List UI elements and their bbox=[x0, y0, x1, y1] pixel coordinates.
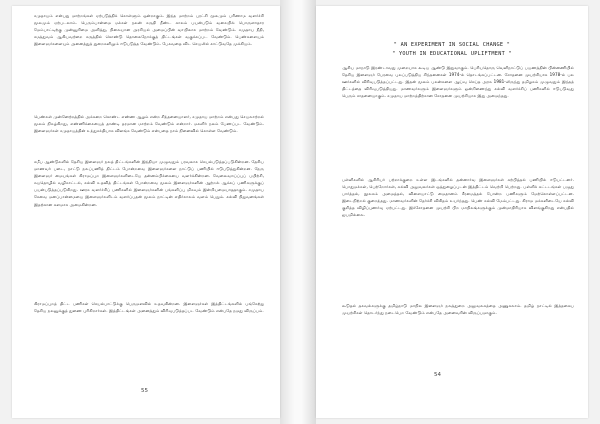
right-paragraph-2: பள்ளிகளில் ஆசிரியர் பற்றாக்குறை உள்ள இடங்களில் தன்னார்வ இளைஞர்கள் கற்பித்தல் பணியில் ஈடுபட்டனர். பொதுமக்கள், பெற்றோர்கள், கல்வி அலுவலர்கள் ஒத்துழைப்புடன் இத்திட்டம் வெற்றி பெற்றது. பள்ளிக் கட்டடங்கள் பழுது பார்த்தல், நூலகம் அமைத்தல், விளையாட்டு மைதானம் சீரமைத்தல் போன்ற பணிகளும் மேற்கொள்ளப்பட்டன. இடைநிற்றல் குறைந்தது. மாணவர்களின் தேர்ச்சி விகிதம் உயர்ந்தது. பெண் கல்வி மேம்பட்டது. கிராம மக்களிடையே கல்வி குறித்த விழிப்புணர்வு ஏற்பட்டது. இச்சோதனை முயற்சி பிற மாநிலங்களுக்கும் முன்மாதிரியாக விளங்குகிறது என்பதில் ஐயமில்லை. bbox=[342, 177, 574, 218]
right-page bbox=[316, 6, 588, 418]
left-paragraph-3: சமீப ஆண்டுகளில் தேசிய இளைஞர் நலத் திட்டங்களின் இந்தியா முழுவதும் பரவலாக செயல்படுத்தப்படுகின்றன. தேசிய மாணவர் படை, நாட்டு நலப்பணித் திட்டம் போன்றவை இளைஞர்களை நாட்டுப் பணியில் ஈடுபடுத்துகின்றன. நேரு இளைஞர் மையங்கள் கிராமப்புற இளைஞர்களிடையே தன்னம்பிக்கையை வளர்க்கின்றன. வேலைவாய்ப்புப் பயிற்சி, சுயதொழில் வழிகாட்டல், கல்வி உதவித் திட்டங்கள் போன்றவை மூலம் இளைஞர்களின் ஆற்றல் ஆக்கப் பணிகளுக்குப் பயன்படுத்தப்படுகிறது. ஊரக வளர்ச்சிப் பணிகளில் இளைஞர்களின் பங்களிப்பு மிகவும் இன்றியமையாததாகும். சமுதாய சேவை மனப்பான்மையை இளைஞர்களிடம் வளர்ப்பதன் மூலம் நாட்டின் எதிர்காலம் வளம் பெறும். கல்வி நிறுவனங்கள் இதற்கான களமாக அமைகின்றன. bbox=[34, 159, 264, 207]
right-paragraph-3: கூடுதல் தகவல்களுக்கு தமிழ்நாடு மாநில இளைஞர் நலத்துறை அலுவலகத்தை அணுகலாம். தமிழ் நாட்டில் இத்தகைய முயற்சிகள் தொடர்ந்து நடைபெற வேண்டும் என்பதே அனைவரின் விருப்பமாகும். bbox=[342, 303, 574, 316]
left-paragraph-2: பெண்கள் முன்னேற்றத்தில் அக்கறை கொண்ட எண்ண ஆழம் என்ற சிந்தனையாளர், சமுதாய மாற்றம் என்பது செயலாற்றல் மூலம் நிகழ்கிறது, எண்ணிக்கையைத் தாண்டி தரமான மாற்றம் வேண்டும் என்றார். மகளிர் நலம் பேணப்பட வேண்டும். இளைஞர்கள் சமுதாயத்தின் உந்துசக்தியாக விளங்க வேண்டும் என்பதை நாம் நினைவில் கொள்ள வேண்டும். bbox=[34, 114, 264, 134]
section-heading-line-1: " AN EXPERIMENT IN SOCIAL CHANGE " bbox=[393, 42, 511, 48]
right-paragraph-1: ஆசிய மாநாடு இரண்டாவது முறையாக கூடிய ஆண்டு இதுவாகும். பெரியதொரு வெளிநாட்டுப் பயணத்தின் பின்னணியில் தேசிய இளைஞர் பேரவை புலப்படுத்திய சிந்தனைகள் 1974-ல் தொடங்கப்பட்டன. சோதனை முயற்சியாக 1978-ல் பல ஊர்களில் விரிவுபடுத்தப்பட்டது. இதன் மூலம் பலன்களை ஆய்வு செய்த அரசு 1981-லிருந்து தமிழகம் முழுவதும் இந்தத் திட்டத்தை விரிவுபடுத்தியது. மாணவர்களும் இளைஞர்களும் ஒன்றிணைந்து கல்வி வளர்ச்சிப் பணிகளில் ஈடுபடுவது பெரும் சாதனையாகும். சமுதாய மாற்றத்திற்கான சோதனை முயற்சியாக இது அமைந்தது. bbox=[342, 65, 574, 99]
page-number: 55 bbox=[141, 388, 148, 394]
page-number: 54 bbox=[434, 372, 441, 378]
left-page bbox=[12, 6, 280, 418]
left-paragraph-4: கிராமப்புறத் திட்ட பணிகள் செயல்பாட்டுக்கு பெருமளவில் உதவுகின்றன. இளைஞர்கள் இத்திட்டங்களில் பங்கேற்று தேசிய நலனுக்குத் துணை புரிகிறார்கள். இத்திட்டங்கள் அனைத்தும் விரிவுபடுத்தப்பட வேண்டும் என்பதே நமது விருப்பம். bbox=[34, 301, 264, 314]
book-gutter bbox=[280, 0, 316, 424]
section-heading-line-2: " YOUTH IN EDUCATIONAL UPLIFTMENT " bbox=[392, 51, 512, 57]
left-paragraph-1: சமுதாயம் என்பது மாற்றங்கள் ஏற்படுத்திக் கொள்ளும் ஒன்றாகும். இந்த மாற்றம் புரட்சி மூலமும் பரிணாம வளர்ச்சி மூலமும் ஏற்படலாம். பெரும்பான்மை மக்கள் நலன் கருதி நீண்ட காலம் பயன்படும் வகையில் பொருளாதார மேம்பாட்டிற்கு முன்னுரிமை அளித்து, நிலையான அரசியல் அமைப்பின் வாயிலாக மாற்றம் வேண்டும். சமுதாய நீதி, சமத்துவம் ஆகியவற்றை கருத்தில் கொண்டு தொலைநோக்குத் திட்டங்கள் வகுக்கப்பட வேண்டும். பெண்களையும் இளைஞர்களையும் அனைத்துத் துறைகளிலும் ஈடுபடுத்த வேண்டும். பேசுவதை விட செயலில் காட்டுவதே முக்கியம். bbox=[34, 13, 264, 47]
